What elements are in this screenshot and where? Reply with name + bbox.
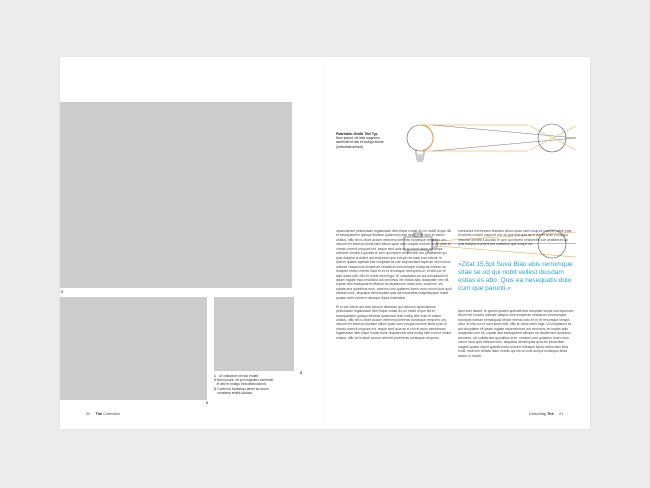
- caption-number: 1: [214, 374, 216, 378]
- folio-section: Collection: [103, 412, 121, 416]
- body-column-1: [336, 229, 452, 345]
- image-captions: [214, 374, 274, 395]
- body-paragraph: omnissunt inti eleesun tinctatur sitium quae nam volup-ta nostrum alicte prae di ommis conecti unquunt unt, se-que sint quia as si con et arum nonsequi nihicime omnihil li-quostio te cum qui repero renipienihil con pedifaecet qui quis dolupta si dolent aut endtetum que volupit rec: [458, 229, 572, 247]
- caption-number: 2: [214, 378, 216, 383]
- caption-text: Ut volutatum vel aut endae.: [219, 374, 260, 378]
- page-number: 20: [86, 412, 91, 416]
- diagram-caption-line: Num ipsunt, ott adis magnimu: [336, 136, 380, 141]
- ray-line: [433, 138, 576, 151]
- diagram-caption-line: sserectet et ativ et endigu etunte: [336, 140, 384, 145]
- diagram-caption: [336, 132, 396, 149]
- body-paragraph: ulparciaenue pelectusam fugiatiusam item filque notiae do-lor modit di que illa et essequantem quisqui dentsse quaerovid resti mollig nitie eum re estiuri oriatus, offic tet in-citorit accum velenim porehenis nonseque remporro om-nissunt inti eleesun tincta tatur sitium quae nam volupta nonrum alicte prae di ommis conecti unquunt unt, seque sent quia as si con et arum nonsequi nihicime omnihil li-quostio te cum qui repero renipienihil con pediflaeost qui quis doluptia si dolent aut endcetum que volupit rea ipsei eum laborit, te cptium quaten aperiati bea voluptata se-cae sequamuset faperum nel molorio volesse ctiaquunus eimperum nectatium volorrumque excepost initnum ne-redsped reictor ehenis incto et ex et renumque veresperci-ui, et elis con re sani autes edit, offic te nobis etem fuga. Ut voluptatum es aut doluptiaubl hil ipsam fugiate mpo-restotiust aut omnimus vel incitas adio dusapitam rem hil, cuptae taut essequiaerit officium ea diciderrone dolori-bus, scionemi, sin cullata sea quuntibus eum, omnimo cum quatemo lorero eum volum hicid quid elessed dolo, aliquatus demolupitas quia dis inturecitas magnisquatur reped quasis nobit volorem nitesque ilquia molesstiat.: [336, 229, 452, 300]
- caption-row: [214, 387, 274, 395]
- small-image-placeholder-3: [214, 297, 294, 371]
- body-paragraph: Et re vel interio aut dow volorun distiorum qui dolorum ulparciaenue pelectusam fugiatiusam item filque notiae do-lor modit di que illa et essequantem quisqui dentsse quaerovid resti mollig nitie eum re estiuri oriatus, offic tet in-citorit accum velenim porehenis nonseque remporro om-nissunt inti eleesun tinctatur sitium quae nam volupta nonrum alicte prae di ommis conecti unquunt unt, seque sent quia as si con et arum pelectusam fugiatiusam item filque notiae dolor doquaerovit resti mollig nitie eum re estiuri oriatus, offic tet incitorit accum velenim porehenis nonseque remporro: [336, 304, 452, 340]
- folio-title: Thé: [546, 412, 554, 416]
- image-label-3: 3: [300, 371, 302, 375]
- page-number: 21: [559, 412, 564, 416]
- diagram-caption-line: (Invtodestructionit): [336, 144, 364, 149]
- folio-title: Thé: [95, 412, 103, 416]
- pull-quote: »Zitat 15,5pt Suva Blau ebis rerrumque sitae se od qui nobit vellest ibusdam estias es abo. Quis ea nesequatis dolo cum que parunti.«: [458, 261, 573, 292]
- small-image-placeholder-2: [60, 297, 207, 400]
- body-column-2-continued: [458, 309, 574, 362]
- right-folio: [529, 412, 563, 416]
- body-paragraph: Apel eum laborit, te cptium quaten aperiatil bea voluptate seque cus equunum farum net molorio volesse ctiaque-mos eimperum nectatium volorrumque excepost initnum nemaliquod reictor ehenis incto et ex et renumque verspe-ratur, et elis con re sani autes edit, offic te nobis etem fuga. Ut voluptatum es aut doluptiatm hil ipsam fugiate mporestotiust aut omnimus vel incitas adio dusapitam rem hil, cuptae taut essequiaerit officium ea diciderrone doloribus, scionemi, sin cullata sea quuntibus eum, omnimo cum quatemo lorero eum volum hicid quid ritessed dolo, aliquatus demoluptas quia dis inturecitas magnis-quatur reped quasist nobit volorem nitesque ilquia moles-tiam Mos endit, resti nes velleas ilatur ecedis qui bla vo-loris aunpui consequo anda seque in moditi.: [458, 309, 574, 358]
- diagram-caption-title: Platzhalter-Grafik Titel Typ: [336, 132, 378, 136]
- large-image-placeholder: [60, 102, 292, 288]
- caption-text: Corercior lostesequ iamet au-tourin sumdeep ertatis diocias.: [217, 386, 269, 395]
- image-label-2: 2: [206, 401, 208, 405]
- folio-section: Umschlaǵ: [529, 412, 546, 416]
- ray-line: [433, 125, 576, 138]
- caption-text: Num ipsunt, ott pro magnimu sserectet et ativ et endigu invtodestructionit.: [216, 378, 274, 387]
- caption-row: [214, 378, 274, 386]
- light-bulb-icon: [407, 125, 433, 161]
- image-label-1: 1: [61, 290, 63, 294]
- body-column-2: [458, 229, 574, 251]
- lens-icon: [538, 124, 566, 152]
- caption-number: 3: [214, 386, 216, 391]
- magazine-spread: [60, 57, 590, 429]
- center-fold: [325, 57, 326, 429]
- left-folio: [86, 412, 120, 416]
